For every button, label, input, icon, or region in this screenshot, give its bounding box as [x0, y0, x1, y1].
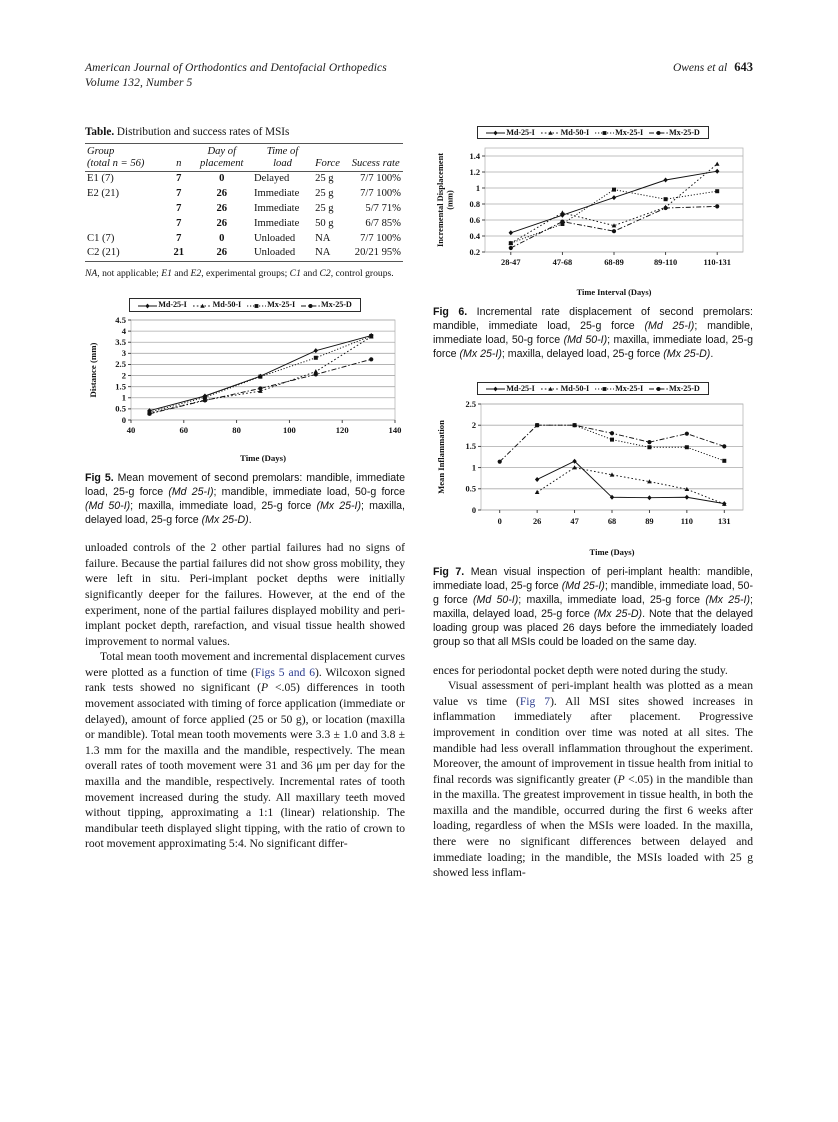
col-header-force-text: Force — [315, 158, 340, 169]
msi-distribution-table — [85, 143, 403, 262]
cell-n: 7 — [176, 187, 182, 199]
data-point-md-50-i — [560, 210, 565, 214]
x-tick-label: 120 — [335, 425, 349, 436]
col-header-day-line2: placement — [199, 158, 244, 169]
col-header-time — [252, 144, 313, 171]
figure-6-number: Fig 6. — [433, 306, 468, 318]
x-tick-label: 40 — [126, 425, 136, 436]
legend-label: Mx-25-I — [267, 300, 296, 310]
legend-item-mx-25-i — [595, 128, 643, 137]
legend-item-mx-25-d — [301, 300, 352, 309]
figure-5-legend — [129, 298, 360, 311]
legend-item-md-50-i — [193, 300, 241, 309]
data-point-mx-25-d — [498, 459, 502, 463]
figure-7-caption — [433, 566, 753, 650]
x-tick-label: 28-47 — [501, 258, 521, 267]
left-body-text — [85, 540, 405, 852]
x-tick-label: 110-131 — [703, 258, 731, 267]
figure-7-number: Fig 7. — [433, 565, 465, 578]
cell-force: NA — [315, 247, 331, 259]
legend-swatch-diamond-icon — [486, 129, 505, 137]
data-point-md-25-i — [535, 477, 539, 482]
figure-7-caption-text: Mean visual inspection of peri-implant health: mandible, immediate load, 25-g force (Md 25-I); mandible, immediate load, 50-g force (Md 50-I); maxilla, immediate load, 25-g force (Mx 25-I); maxilla, delayed load, 25-g force (Mx 25-D). Note that the delayed loading group was placed 26 days before the immediately loaded group so that all MSIs could be loaded on the same day. — [433, 565, 753, 648]
table-caption — [85, 126, 405, 138]
x-axis-label: Time (Days) — [589, 546, 635, 557]
legend-label: Mx-25-D — [669, 383, 700, 393]
y-tick-label: 0 — [121, 415, 126, 426]
legend-item-mx-25-d — [649, 128, 700, 137]
cell-success: 5/7 71% — [365, 202, 401, 214]
series-line-mx-25-d — [500, 425, 725, 461]
y-tick-label: 1.5 — [115, 381, 126, 392]
col-header-day — [191, 144, 252, 171]
data-point-mx-25-d — [610, 431, 614, 435]
y-tick-label: 4 — [121, 326, 126, 337]
right-paragraph-1: ences for periodontal pocket depth were noted during the study. — [433, 663, 728, 677]
col-header-time-line2: load — [273, 158, 292, 169]
data-point-md-50-i — [535, 490, 540, 494]
data-point-mx-25-d — [560, 220, 564, 224]
data-point-mx-25-i — [314, 356, 318, 360]
figure-6-caption — [433, 306, 753, 362]
x-tick-label: 47 — [570, 516, 579, 526]
table-bottom-rule — [85, 261, 403, 262]
figure-6-legend — [477, 126, 708, 139]
cell-success: 7/7 100% — [360, 187, 401, 199]
y-tick-label: 2 — [471, 420, 476, 430]
data-point-mx-25-i — [509, 241, 513, 245]
legend-item-mx-25-i — [247, 300, 295, 309]
data-point-md-25-i — [314, 349, 318, 354]
series-line-md-25-i — [149, 336, 371, 411]
legend-swatch-square-icon — [247, 302, 266, 310]
cell-day: 0 — [219, 173, 225, 185]
x-tick-label: 26 — [532, 516, 542, 526]
cell-n: 7 — [176, 202, 182, 214]
data-point-mx-25-i — [715, 189, 719, 193]
cell-n: 21 — [173, 247, 185, 259]
page-number: 643 — [734, 60, 753, 74]
table-header-row — [85, 144, 403, 171]
cell-time: Unloaded — [254, 232, 296, 244]
running-head — [85, 60, 753, 89]
x-tick-label: 140 — [388, 425, 402, 436]
figure-6-chart — [433, 140, 753, 298]
figure-5-number: Fig 5. — [85, 472, 114, 485]
legend-swatch-circle-icon — [649, 129, 668, 137]
legend-item-mx-25-i — [595, 384, 643, 393]
table-body — [85, 171, 403, 261]
y-tick-label: 2.5 — [115, 359, 126, 370]
x-axis-label: Time Interval (Days) — [576, 288, 652, 297]
legend-label: Mx-25-I — [615, 383, 644, 393]
cell-success: 20/21 95% — [354, 247, 401, 259]
cell-force: NA — [315, 232, 331, 244]
figure-7 — [433, 378, 753, 650]
legend-swatch-triangle-icon — [541, 129, 560, 137]
legend-label: Md-25-I — [506, 128, 535, 137]
data-point-mx-25-d — [147, 412, 151, 416]
legend-label: Md-50-I — [560, 128, 590, 137]
x-tick-label: 100 — [282, 425, 296, 436]
data-point-mx-25-d — [258, 387, 262, 391]
data-point-mx-25-i — [685, 445, 689, 449]
left-paragraph-1: unloaded controls of the 2 other partial failures had no signs of failure. Because the partial failures did not show gross mobility, they were left in situ. Peri-implant pocket depths were initially significantly deeper for the failures. However, at the end of the experiment, none of the partial failures displayed mobility and peri-implant pocket depth, rarefaction, and visual tissue health showed improvement to normal values. — [85, 541, 405, 648]
table-row — [85, 246, 403, 261]
cell-time: Immediate — [254, 202, 300, 214]
x-tick-label: 89 — [645, 516, 654, 526]
legend-label: Mx-25-I — [615, 128, 644, 137]
cell-group: C2 (21) — [87, 247, 120, 259]
cell-group: E1 (7) — [87, 173, 114, 185]
legend-swatch-square-icon — [595, 129, 614, 137]
figure-6-caption-text: Incremental rate displacement of second premolars: mandible, immediate load, 25-g force (Md 25-I); mandible, immediate load, 50-g force (Md 50-I); maxilla, immediate load, 25-g force (Mx 25-I); maxilla, delayed load, 25-g force (Mx 25-D). — [433, 306, 753, 360]
running-head-right — [673, 60, 753, 75]
y-tick-label: 0.5 — [115, 404, 126, 415]
data-point-mx-25-d — [535, 423, 539, 427]
data-point-md-25-i — [647, 495, 651, 500]
x-tick-label: 80 — [232, 425, 241, 436]
figs-5-6-crossref[interactable]: Figs 5 and 6 — [254, 665, 316, 679]
journal-title — [85, 62, 387, 89]
legend-label: Mx-25-D — [669, 128, 700, 137]
cell-group — [85, 216, 166, 231]
col-header-day-line1: Day of — [207, 146, 237, 158]
left-p2-part-a: Total mean tooth movement and incremental displacement curves were plotted as a function of time ( — [85, 650, 405, 679]
table-foot — [85, 261, 403, 262]
data-point-md-25-i — [612, 195, 616, 200]
col-header-group-line1: Group — [87, 146, 115, 158]
figure-5-chart — [85, 312, 405, 464]
data-point-mx-25-d — [664, 206, 668, 210]
y-tick-label: 4.5 — [115, 315, 126, 326]
data-point-mx-25-d — [715, 204, 719, 208]
figure-7-legend-wrap — [433, 378, 753, 396]
col-header-success-text: Sucess rate — [351, 158, 400, 169]
legend-item-md-25-i — [486, 384, 534, 393]
left-paragraph-2 — [85, 649, 405, 852]
table-footnote-c1: C1 — [289, 268, 301, 280]
table-head — [85, 144, 403, 172]
data-point-mx-25-i — [722, 459, 726, 463]
journal-title-line1: American Journal of Orthodontics and Dentofacial Orthopedics — [85, 62, 387, 74]
legend-swatch-circle-icon — [649, 385, 668, 393]
legend-item-md-50-i — [541, 384, 589, 393]
y-axis-label: (mm) — [445, 190, 455, 210]
data-point-mx-25-d — [572, 423, 576, 427]
figure-5-caption-text: Mean movement of second premolars: mandible, immediate load, 25-g force (Md 25-I); mandible, immediate load, 50-g force (Md 50-I); maxilla, immediate load, 25-g force (Mx 25-I); maxilla, delayed load, 25-g force (Mx 25-D). — [85, 472, 406, 527]
figure-6-legend-wrap — [433, 122, 753, 140]
right-column — [433, 126, 753, 881]
figure-6 — [433, 122, 753, 362]
cell-n: 7 — [176, 173, 182, 185]
cell-force: 50 g — [315, 217, 334, 229]
data-point-md-25-i — [663, 178, 667, 183]
y-tick-label: 0.4 — [469, 231, 480, 241]
y-tick-label: 1.5 — [465, 442, 476, 452]
table-footnote-e: E1 — [161, 268, 172, 280]
data-point-mx-25-d — [647, 440, 651, 444]
figure-7-chart — [433, 396, 753, 558]
y-tick-label: 0 — [471, 505, 476, 515]
table-footnote-c2: C2 — [319, 268, 331, 280]
data-point-mx-25-d — [369, 358, 373, 362]
col-header-n — [166, 144, 191, 171]
y-tick-label: 2 — [121, 370, 126, 381]
legend-swatch-triangle-icon — [541, 385, 560, 393]
y-tick-label: 0.2 — [469, 247, 480, 257]
col-header-group — [85, 144, 166, 171]
col-header-n-text: n — [176, 158, 182, 169]
data-point-mx-25-i — [258, 375, 262, 379]
x-tick-label: 0 — [497, 516, 502, 526]
table-row — [85, 187, 403, 202]
cell-n: 7 — [176, 232, 182, 244]
y-tick-label: 2.5 — [465, 399, 476, 409]
x-tick-label: 60 — [179, 425, 189, 436]
cell-force: 25 g — [315, 202, 334, 214]
data-point-mx-25-i — [664, 197, 668, 201]
data-point-mx-25-i — [612, 188, 616, 192]
col-header-group-line2: (total n = 56) — [87, 158, 145, 169]
right-body-text — [433, 663, 753, 881]
cell-group: C1 (7) — [87, 232, 115, 244]
legend-swatch-circle-icon — [301, 302, 320, 310]
y-tick-label: 0.8 — [469, 199, 480, 209]
legend-item-md-25-i — [486, 128, 534, 137]
x-tick-label: 131 — [718, 516, 731, 526]
left-p2-part-b: ). Wilcoxon signed rank tests showed no significant (P <.05) differences in tooth movement associated with timing of force application (immediate or delayed), amount of force applied (25 or 50 g), or location (maxilla or mandible). Total mean tooth movements were 3.3 ± 1.0 and 3.8 ± 1.3 mm for the maxilla and the mandible, respectively. The mean overall rates of tooth movement were 31 and 36 μm per day for the maxilla and the mandible, respectively. Incremental rates of tooth movement increased during the study. All maxillary teeth moved without tipping, approximating a 1:1 (linear) relationship. The mandibular teeth displayed slight tipping, with the ratio of crown to root movement approximating 5:4. No significant differ- — [85, 665, 405, 851]
legend-swatch-triangle-icon — [193, 302, 212, 310]
col-header-force — [313, 144, 348, 171]
x-axis-label: Time (Days) — [239, 453, 287, 464]
legend-item-md-50-i — [541, 128, 589, 137]
x-tick-label: 68 — [607, 516, 617, 526]
y-tick-label: 3 — [121, 348, 126, 359]
data-point-mx-25-d — [314, 373, 318, 377]
data-point-mx-25-d — [685, 431, 689, 435]
y-tick-label: 1 — [471, 463, 476, 473]
cell-force: 25 g — [315, 187, 334, 199]
x-tick-label: 68-89 — [604, 258, 624, 267]
x-tick-label: 110 — [680, 516, 693, 526]
y-tick-label: 1.2 — [469, 167, 480, 177]
cell-day: 0 — [219, 232, 225, 244]
legend-label: Md-50-I — [212, 300, 242, 310]
col-header-success — [348, 144, 403, 171]
table-row — [85, 216, 403, 231]
cell-time: Immediate — [254, 187, 300, 199]
right-p2-part-a: Visual assessment of peri-implant health was plotted as a mean value vs time ( — [433, 679, 753, 708]
y-axis-label: Distance (mm) — [88, 342, 98, 398]
left-column — [85, 126, 405, 852]
data-point-mx-25-d — [203, 399, 207, 403]
legend-item-mx-25-d — [649, 384, 700, 393]
y-axis-label: Mean Inflammation — [436, 419, 446, 494]
fig6-plot — [433, 140, 753, 298]
fig-7-crossref[interactable]: Fig 7 — [519, 694, 551, 708]
fig7-plot — [433, 396, 753, 558]
series-line-mx-25-i — [537, 425, 724, 461]
y-tick-label: 1 — [475, 183, 480, 193]
cell-time: Unloaded — [254, 247, 296, 259]
table-footnote-na: NA — [85, 268, 98, 280]
table-row — [85, 231, 403, 246]
data-point-mx-25-d — [722, 444, 726, 448]
col-header-time-line1: Time of — [266, 146, 299, 158]
data-point-md-50-i — [715, 162, 720, 166]
cell-day: 26 — [216, 247, 228, 259]
legend-label: Md-25-I — [506, 383, 535, 393]
cell-group: E2 (21) — [87, 187, 120, 199]
table-caption-text: Distribution and success rates of MSIs — [116, 126, 290, 138]
legend-swatch-diamond-icon — [138, 302, 157, 310]
cell-success: 7/7 100% — [360, 232, 401, 244]
cell-time: Delayed — [254, 173, 290, 185]
cell-force: 25 g — [315, 173, 334, 185]
table-caption-label: Table. — [85, 126, 115, 138]
cell-n: 7 — [176, 217, 182, 229]
figure-5 — [85, 294, 405, 528]
table-row — [85, 202, 403, 217]
data-point-mx-25-d — [612, 229, 616, 233]
fig5-plot — [85, 312, 405, 464]
legend-label: Md-50-I — [560, 383, 590, 393]
x-tick-label: 89-110 — [653, 258, 678, 267]
figure-5-legend-wrap — [85, 294, 405, 312]
data-point-mx-25-i — [647, 445, 651, 449]
right-paragraph-2 — [433, 678, 753, 881]
y-tick-label: 3.5 — [115, 337, 126, 348]
right-p2-part-b: ). All MSI sites showed increases in inflammation immediately after placement. Progressive improvement in condition over time was noted at all sites. The mandible had less overall inflammation throughout the experiment. Moreover, the amount of improvement in tissue health from initial to final records was significantly greater (P <.05) in the mandible than in the maxilla. The greatest improvement in tissue health, in both the maxilla and the mandible, occurred during the first 6 weeks after loading, regardless of when the MSIs were loaded. In the maxilla, there were no significant differences between delayed and immediate loading; in the mandible, the MSIs loaded with 25 g showed less inflam- — [433, 694, 754, 880]
figure-7-legend — [477, 382, 708, 395]
legend-swatch-diamond-icon — [486, 385, 505, 393]
figure-5-caption — [85, 472, 405, 528]
cell-time: Immediate — [254, 217, 300, 229]
cell-success: 6/7 85% — [365, 217, 401, 229]
cell-day: 26 — [216, 217, 228, 229]
y-tick-label: 1.4 — [469, 151, 480, 161]
data-point-mx-25-i — [610, 437, 614, 441]
cell-success: 7/7 100% — [360, 173, 401, 185]
cell-day: 26 — [216, 187, 228, 199]
data-point-md-25-i — [715, 169, 719, 174]
x-tick-label: 47-68 — [552, 258, 573, 267]
y-tick-label: 0.6 — [469, 215, 480, 225]
author-running-head: Owens et al — [672, 62, 728, 74]
y-axis-label: Incremental Displacement — [436, 152, 445, 248]
y-tick-label: 0.5 — [465, 484, 476, 494]
journal-volume-line: Volume 132, Number 5 — [85, 77, 193, 89]
table-footnote-e2: E2 — [190, 268, 202, 280]
legend-item-md-25-i — [138, 300, 186, 309]
legend-label: Md-25-I — [158, 300, 187, 310]
table-row — [85, 171, 403, 186]
data-point-md-25-i — [685, 495, 689, 500]
table-footnote: NA, not applicable; E1 and E2, experimental groups; C1 and C2, control groups. — [85, 268, 394, 280]
legend-swatch-square-icon — [595, 385, 614, 393]
legend-label: Mx-25-D — [321, 300, 352, 310]
cell-group — [85, 202, 166, 217]
cell-day: 26 — [216, 202, 228, 214]
data-point-md-25-i — [509, 230, 513, 235]
data-point-mx-25-i — [369, 334, 373, 338]
y-tick-label: 1 — [121, 392, 126, 403]
data-point-mx-25-d — [509, 246, 513, 250]
